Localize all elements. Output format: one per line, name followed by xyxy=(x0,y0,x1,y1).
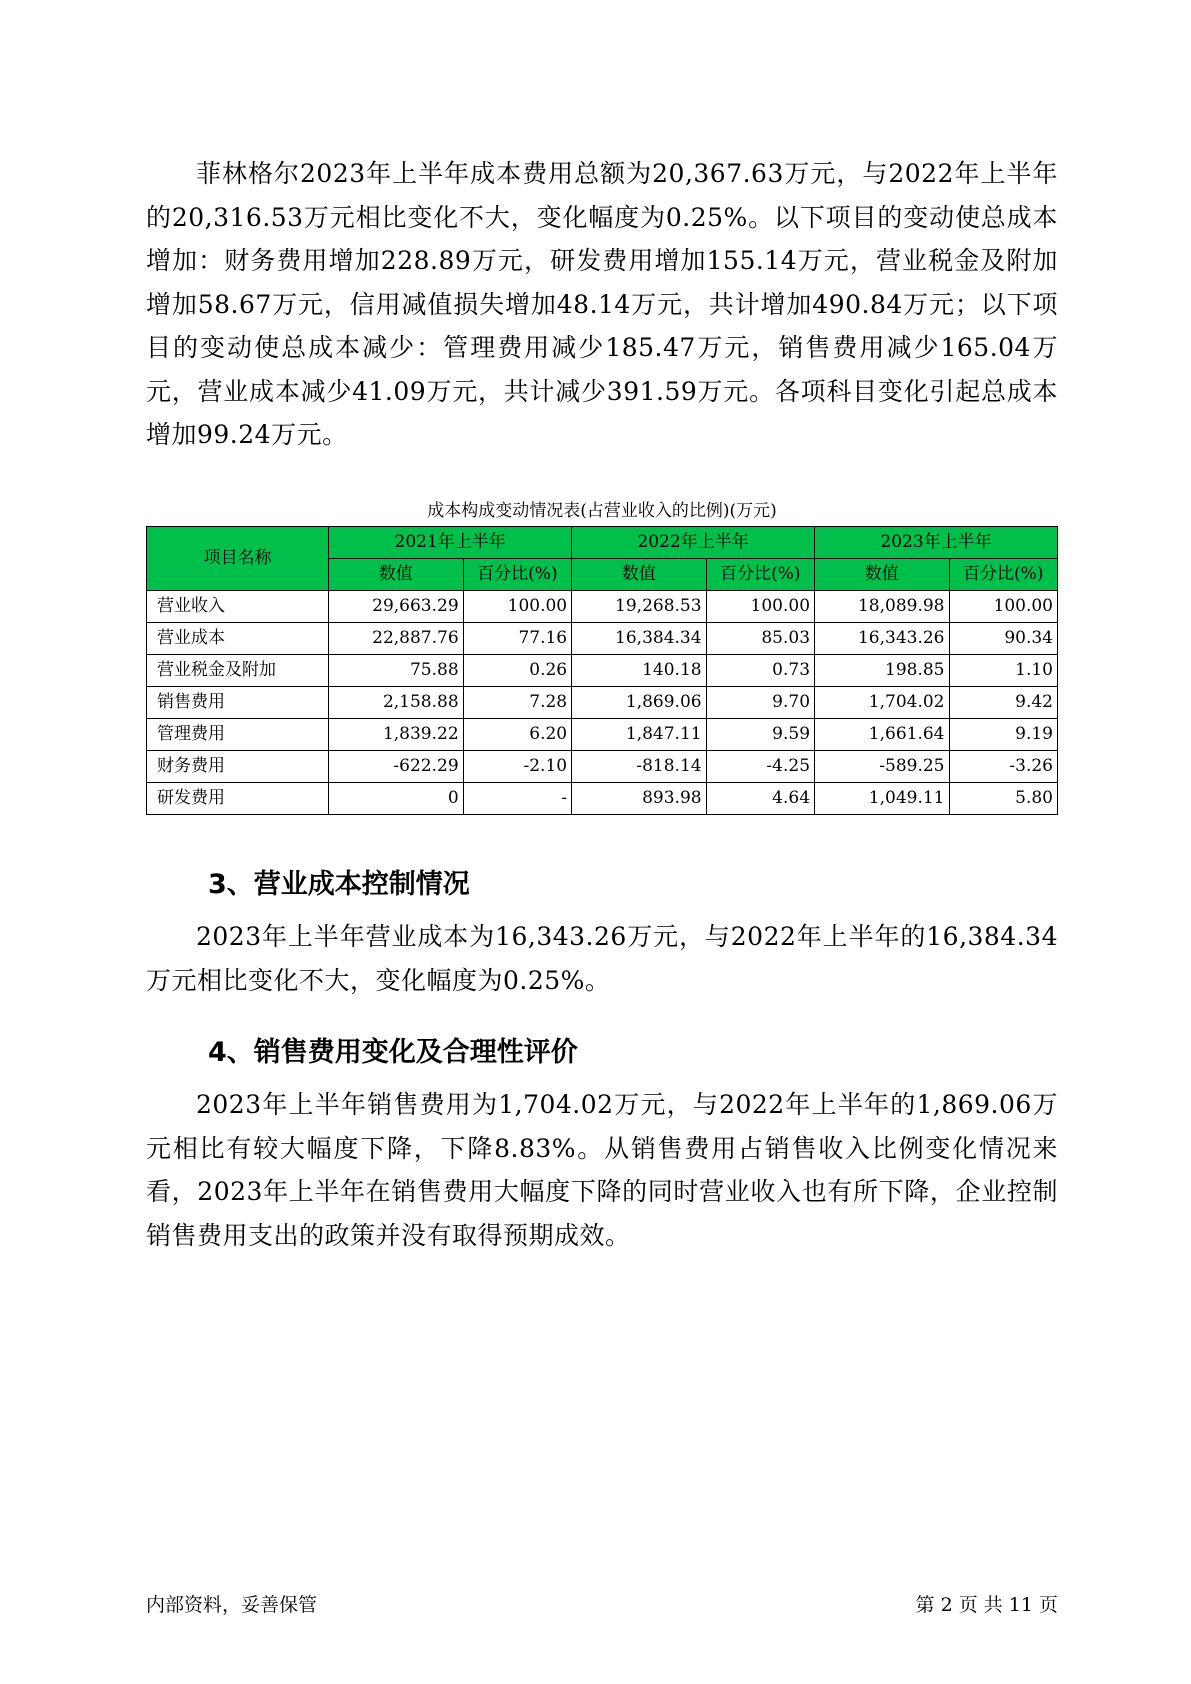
value-cell: -589.25 xyxy=(815,751,949,783)
value-cell: 1,869.06 xyxy=(572,687,706,719)
cost-structure-table xyxy=(146,526,1058,815)
percent-cell: 9.42 xyxy=(949,687,1058,719)
value-cell: -622.29 xyxy=(329,751,463,783)
table-header-row-periods xyxy=(147,527,1058,559)
row-item-name: 营业税金及附加 xyxy=(147,655,329,687)
value-cell: 893.98 xyxy=(572,783,706,815)
period-header-2023: 2023年上半年 xyxy=(815,527,1058,559)
value-cell: 75.88 xyxy=(329,655,463,687)
value-cell: 1,049.11 xyxy=(815,783,949,815)
row-item-name: 销售费用 xyxy=(147,687,329,719)
percent-cell: 100.00 xyxy=(463,591,571,623)
table-row xyxy=(147,591,1058,623)
table-row xyxy=(147,687,1058,719)
value-cell: 22,887.76 xyxy=(329,623,463,655)
table-row xyxy=(147,719,1058,751)
period-header-2021: 2021年上半年 xyxy=(329,527,572,559)
footer-confidential-note: 内部资料，妥善保管 xyxy=(146,1594,318,1616)
table-row xyxy=(147,655,1058,687)
table-caption: 成本构成变动情况表(占营业收入的比例)(万元) xyxy=(427,501,777,521)
percent-cell: 9.19 xyxy=(949,719,1058,751)
value-cell: 1,661.64 xyxy=(815,719,949,751)
section-3-paragraph: 2023年上半年营业成本为16,343.26万元，与2022年上半年的16,384.34万元相比变化不大，变化幅度为0.25%。 xyxy=(146,922,1058,995)
percent-cell: 100.00 xyxy=(949,591,1058,623)
value-header: 数值 xyxy=(329,559,463,591)
value-header: 数值 xyxy=(815,559,949,591)
intro-paragraph: 菲林格尔2023年上半年成本费用总额为20,367.63万元，与2022年上半年的20,316.53万元相比变化不大，变化幅度为0.25%。以下项目的变动使总成本增加：财务费用增加228.89万元，研发费用增加155.14万元，营业税金及附加增加58.67万元，信用减值损失增加48.14万元，共计增加490.84万元；以下项目的变动使总成本减少：管理费用减少185.47万元，销售费用减少165.04万元，营业成本减少41.09万元，共计减少391.59万元。各项科目变化引起总成本增加99.24万元。 xyxy=(146,159,1058,449)
value-cell: 29,663.29 xyxy=(329,591,463,623)
period-header-2022: 2022年上半年 xyxy=(572,527,815,559)
value-cell: 1,839.22 xyxy=(329,719,463,751)
section-3-heading: 3、营业成本控制情况 xyxy=(208,869,470,900)
row-item-name: 研发费用 xyxy=(147,783,329,815)
value-cell: 16,384.34 xyxy=(572,623,706,655)
percent-cell: -4.25 xyxy=(706,751,814,783)
section-4-paragraph: 2023年上半年销售费用为1,704.02万元，与2022年上半年的1,869.06万元相比有较大幅度下降，下降8.83%。从销售费用占销售收入比例变化情况来看，2023年上半年在销售费用大幅度下降的同时营业收入也有所下降，企业控制销售费用支出的政策并没有取得预期成效。 xyxy=(146,1090,1058,1250)
footer-page-number: 第 2 页 共 11 页 xyxy=(915,1594,1058,1616)
percent-cell: 90.34 xyxy=(949,623,1058,655)
percent-cell: 6.20 xyxy=(463,719,571,751)
value-cell: 18,089.98 xyxy=(815,591,949,623)
value-cell: 0 xyxy=(329,783,463,815)
value-header: 数值 xyxy=(572,559,706,591)
percent-cell: 5.80 xyxy=(949,783,1058,815)
percent-cell: 4.64 xyxy=(706,783,814,815)
value-cell: 140.18 xyxy=(572,655,706,687)
table-row xyxy=(147,623,1058,655)
row-item-name: 管理费用 xyxy=(147,719,329,751)
value-cell: 2,158.88 xyxy=(329,687,463,719)
percent-cell: 9.59 xyxy=(706,719,814,751)
percent-cell: 0.73 xyxy=(706,655,814,687)
percent-cell: 100.00 xyxy=(706,591,814,623)
percent-cell: 85.03 xyxy=(706,623,814,655)
percent-cell: 7.28 xyxy=(463,687,571,719)
value-cell: 16,343.26 xyxy=(815,623,949,655)
percent-cell: 1.10 xyxy=(949,655,1058,687)
value-cell: 19,268.53 xyxy=(572,591,706,623)
table-row xyxy=(147,751,1058,783)
value-cell: 1,847.11 xyxy=(572,719,706,751)
row-item-name: 营业成本 xyxy=(147,623,329,655)
percent-cell: -3.26 xyxy=(949,751,1058,783)
percent-cell: 0.26 xyxy=(463,655,571,687)
item-name-header: 项目名称 xyxy=(147,527,329,591)
percent-cell: -2.10 xyxy=(463,751,571,783)
table-header xyxy=(147,527,1058,591)
percent-cell: 9.70 xyxy=(706,687,814,719)
value-cell: 198.85 xyxy=(815,655,949,687)
table-body xyxy=(147,591,1058,815)
row-item-name: 营业收入 xyxy=(147,591,329,623)
value-cell: -818.14 xyxy=(572,751,706,783)
percent-cell: 77.16 xyxy=(463,623,571,655)
percent-header: 百分比(%) xyxy=(949,559,1058,591)
percent-header: 百分比(%) xyxy=(706,559,814,591)
value-cell: 1,704.02 xyxy=(815,687,949,719)
table-row xyxy=(147,783,1058,815)
percent-header: 百分比(%) xyxy=(463,559,571,591)
percent-cell: - xyxy=(463,783,571,815)
section-4-heading: 4、销售费用变化及合理性评价 xyxy=(208,1037,578,1068)
row-item-name: 财务费用 xyxy=(147,751,329,783)
